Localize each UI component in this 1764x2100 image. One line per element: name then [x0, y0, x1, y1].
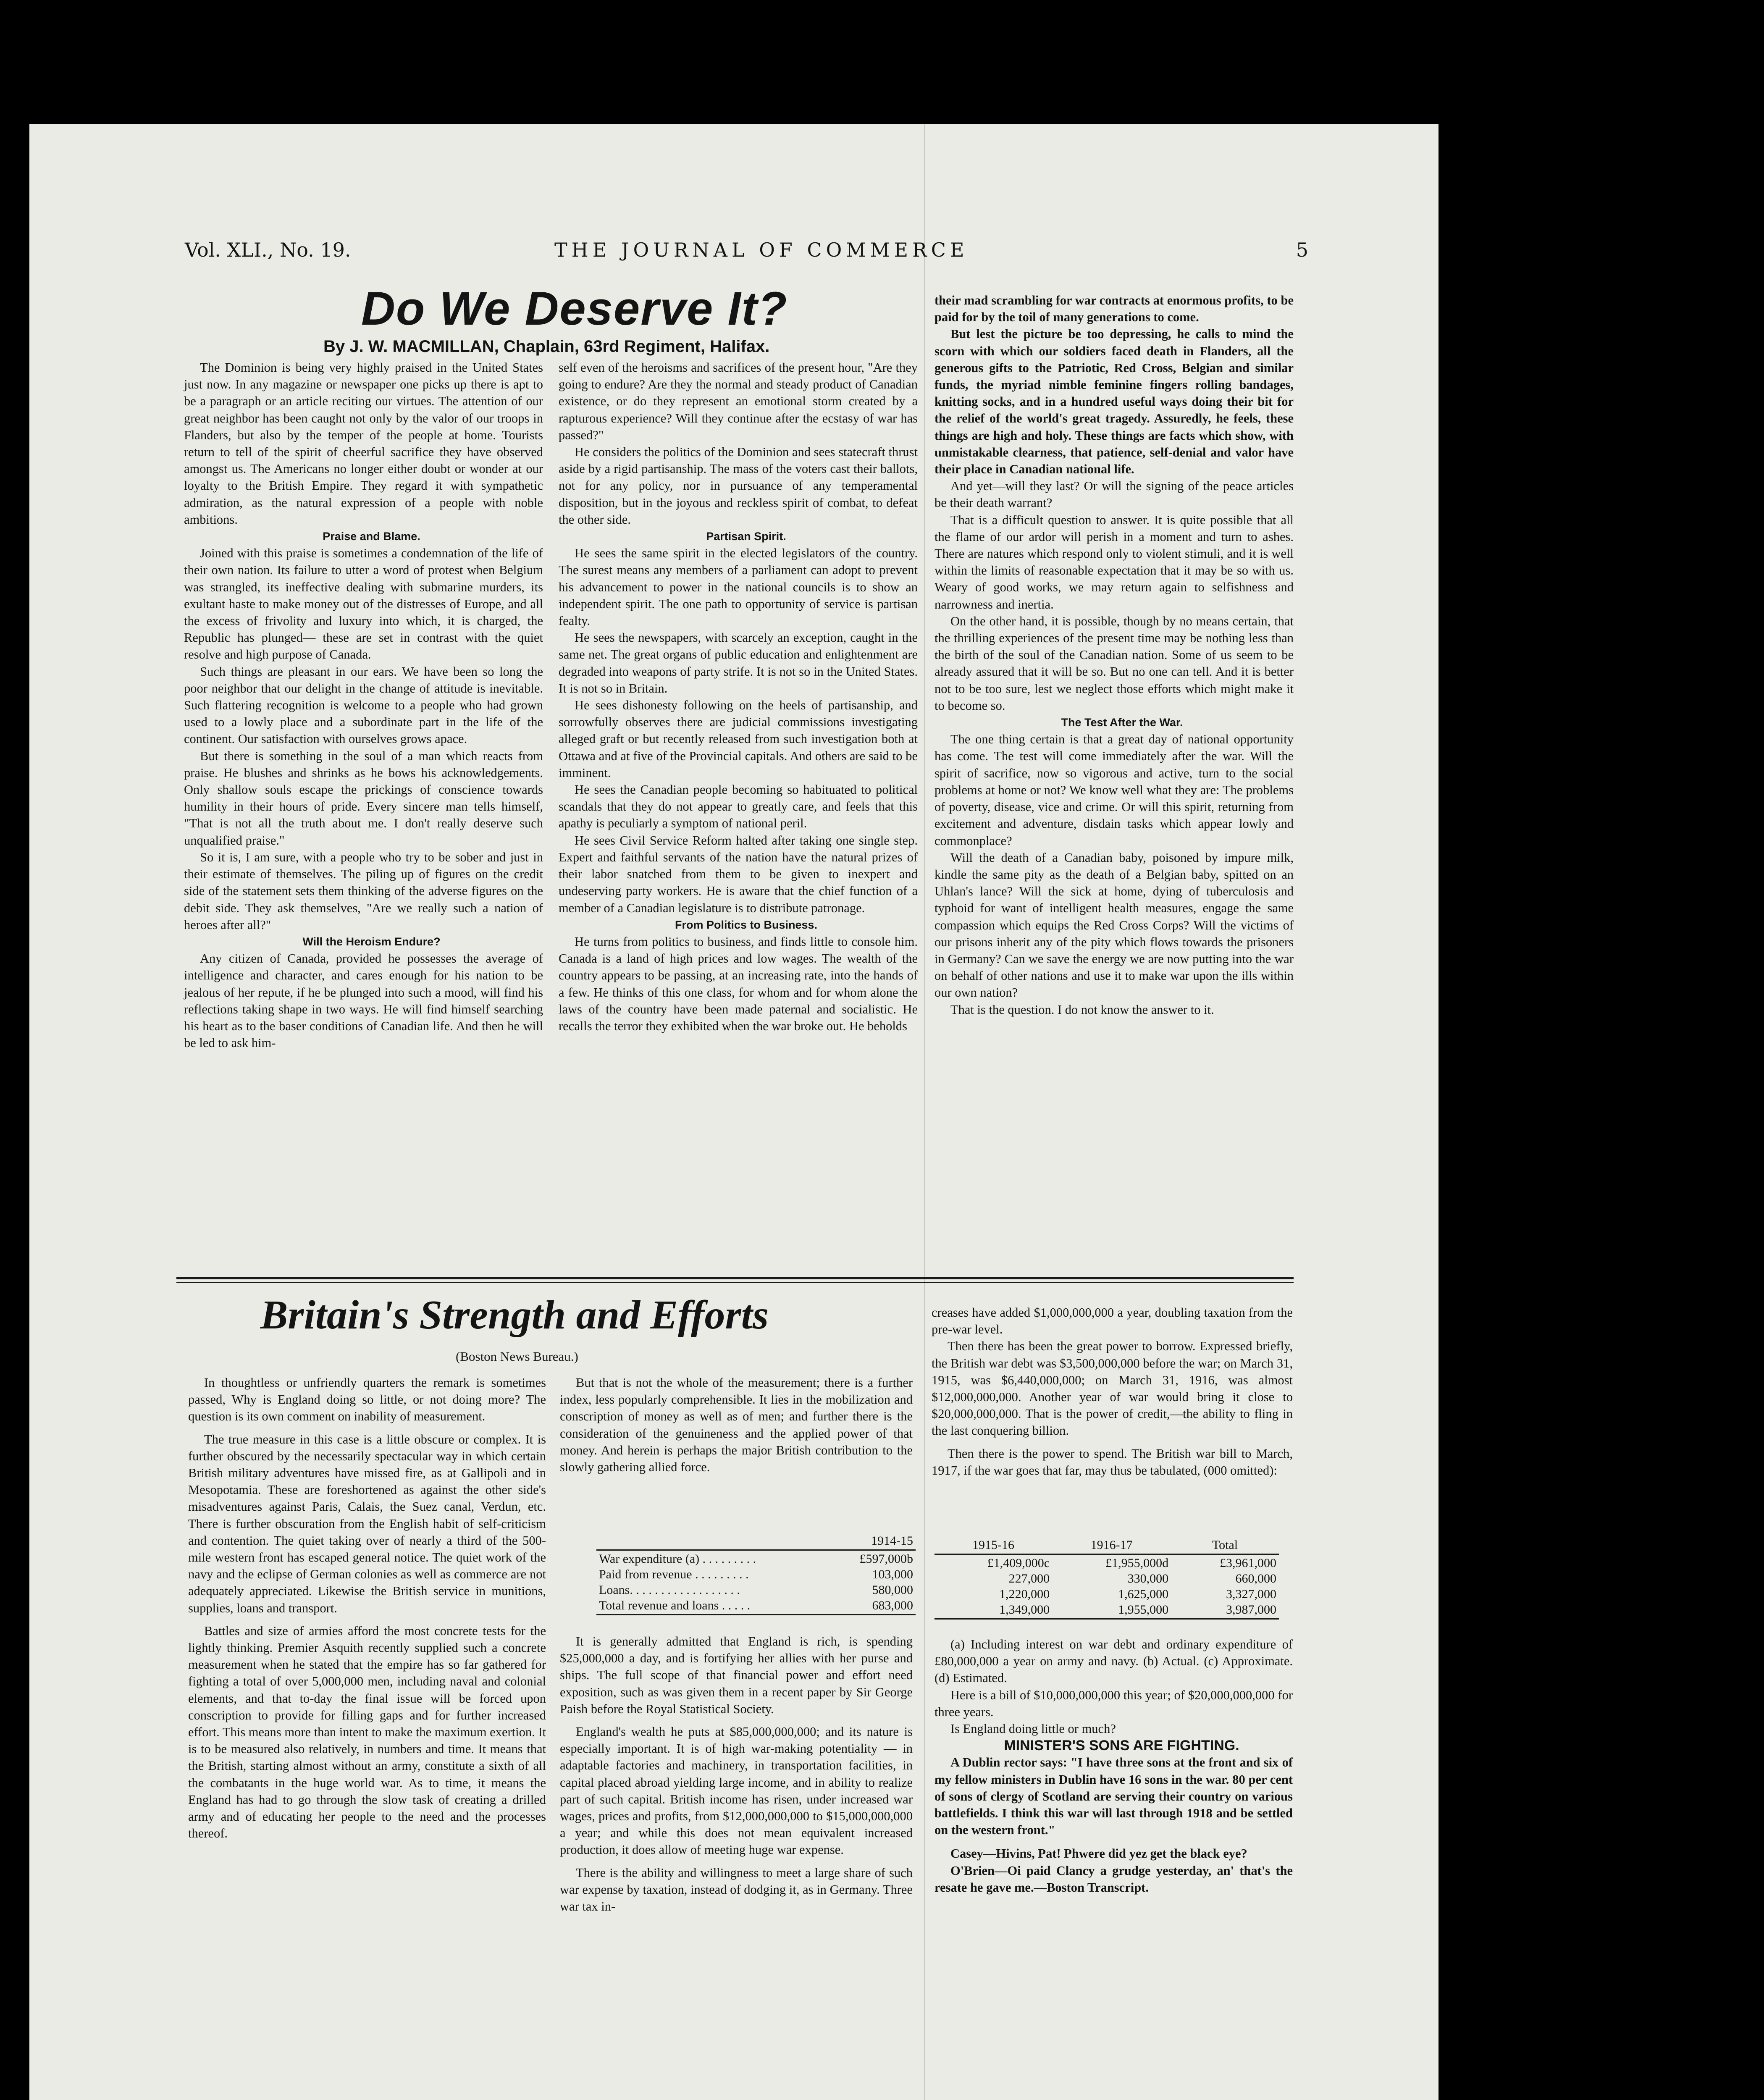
- page-header: [185, 239, 1308, 272]
- paragraph: Battles and size of armies afford the most concrete tests for the lightly thinking. Premier Asquith recently supplied such a concrete measurement when he stated that the empire has so far gathered for fighting a total of over 5,000,000 men, including naval and colonial elements, and that to-day the final issue will be forced upon conscription to provide for filling gaps and for further increased effort. This means more than intent to make the maximum exertion. It is to be measured also relatively, in numbers and time. It means that the British, starting almost without an army, constitute a sixth of all the combatants in the huge world war. As to time, it means the England has had to go through the slow task of creating a drilled army and of educating her people to the need and the processes thereof.: [188, 1623, 546, 1841]
- table-row: War expenditure (a) . . . . . . . . . £597,000b: [599, 1551, 913, 1566]
- article2-column-1: [188, 1374, 546, 1842]
- paragraph: He sees dishonesty following on the heels of partisanship, and sorrowfully observes there are judicial commissions investigating alleged graft or but recently released from such investigation both at Ottawa and at five of the Provincial capitals. And others are said to be imminent.: [559, 698, 918, 780]
- paragraph: (a) Including interest on war debt and ordinary expenditure of £80,000,000 a year on army and navy. (b) Actual. (c) Approximate. (d) Estimated.: [934, 1637, 1293, 1685]
- paragraph: their mad scrambling for war contracts at enormous profits, to be paid for by the toil of many generations to come.: [934, 293, 1294, 325]
- article1-column-2: [559, 359, 918, 1034]
- paragraph: Such things are pleasant in our ears. We have been so long the poor neighbor that our delight in the change of attitude is inevitable. Such flattering recognition is welcome to a people who had grown used to a lowly place and a subordinate part in the life of the continent. Our satisfaction with ourselves grows apace.: [184, 664, 543, 746]
- table-row: Loans. . . . . . . . . . . . . . . . . . 580,000: [599, 1583, 913, 1597]
- article2-column-2-continued: [560, 1633, 913, 1915]
- paragraph: The one thing certain is that a great day of national opportunity has come. The test will come immediately after the war. Will the spirit of sacrifice, now so vigorous and active, turn to the social problems at home or not? We know well what they are: The problems of poverty, disease, vice and crime. Or will this spirit, returning from excitement and adventure, disdain tasks which appear lowly and commonplace?: [934, 732, 1294, 848]
- article1-column-1: [184, 359, 543, 1051]
- article2-column-2: [560, 1374, 913, 1475]
- article1-column-3: [934, 292, 1294, 1018]
- subheading: From Politics to Business.: [675, 918, 818, 931]
- paragraph: In thoughtless or unfriendly quarters the remark is sometimes passed, Why is England doing so little, or not doing more? The question is its own comment on inability of measurement.: [188, 1376, 546, 1424]
- subheading: Partisan Spirit.: [706, 530, 786, 543]
- table-row: 1,349,000 1,955,000 3,987,000: [999, 1602, 1276, 1617]
- table-row: 227,000 330,000 660,000: [1008, 1571, 1276, 1586]
- paragraph: The true measure in this case is a little obscure or complex. It is further obscured by the necessarily spectacular way in which certain British military adventures have missed fire, as at Gallipoli and in Mesopotamia. These are foreshortened as against the other side's misadventures against Paris, Calais, the Suez canal, Verdun, etc. There is further obscuration from the English habit of self-criticism and contention. The quiet taking over of nearly a third of the 500-mile western front has escaped general notice. The quiet work of the navy and the eclipse of German colonies as well as commerce are not adequately appreciated. Likewise the British service in munitions, supplies, loans and transport.: [188, 1432, 546, 1615]
- paragraph: He turns from politics to business, and finds little to console him. Canada is a land of high prices and low wages. The wealth of the country appears to be passing, at an increasing rate, into the hands of a few. He thinks of this one class, for whom and for whom alone the laws of the country have been made paternal and socialistic. He recalls the terror they exhibited when the war broke out. He beholds: [559, 934, 918, 1033]
- paragraph: That is a difficult question to answer. It is quite possible that all the flame of our ardor will perish in a moment and turn to ashes. There are natures which respond only to violent stimuli, and it is well within the limits of reasonable expectation that it may be so with us. Weary of good works, we may return again to selfishness and narrowness and inertia.: [934, 512, 1294, 612]
- masthead: THE JOURNAL OF COMMERCE: [554, 239, 969, 261]
- table-header: 1916-17: [1090, 1538, 1133, 1552]
- volume-number: Vol. XLI., No. 19.: [185, 239, 351, 261]
- article-source: (Boston News Bureau.): [456, 1349, 578, 1364]
- paragraph: But that is not the whole of the measurement; there is a further index, less popularly comprehensible. It lies in the mobilization and conscription of money as well as of men; and further there is the consideration of the genuineness and the applied power of that money. And herein is perhaps the major British contribution to the slowly gathering allied force.: [560, 1376, 913, 1475]
- article-title: Britain's Strength and Efforts: [260, 1292, 769, 1338]
- paragraph: Then there has been the great power to borrow. Expressed briefly, the British war debt was $3,500,000,000 before the war; on March 31, 1915, was $6,440,000,000; on March 31, 1916, was almost $12,000,000,000. Another year of war would bring it close to $20,000,000,000. That is the power of credit,—the ability to fling in the last conquering billion.: [932, 1339, 1293, 1438]
- paragraph: Joined with this praise is sometimes a condemnation of the life of their own nation. Its failure to utter a word of protest when Belgium was strangled, its ineffective dealing with submarine murders, its exultant haste to make money out of the distresses of Europe, and all the excess of frivolity and luxury into which, it is charged, the Republic has plunged— these are set in contrast with the quiet resolve and high purpose of Canada.: [184, 546, 543, 662]
- article-title: Do We Deserve It?: [361, 282, 788, 335]
- section-divider: [176, 1277, 1294, 1279]
- section-divider-thin: [176, 1282, 1294, 1283]
- paragraph: He sees the same spirit in the elected legislators of the country. The surest means any members of a parliament can adopt to prevent his advancement to power in the national councils is to show an independent spirit. The one path to opportunity of service is partisan fealty.: [559, 546, 918, 628]
- paragraph: The Dominion is being very highly praised in the United States just now. In any magazine or newspaper one picks up there is apt to be a paragraph or an article reciting our virtues. The attention of our great neighbor has been caught not only by the valor of our troops in Flanders, but also by the temper of the people at home. Tourists return to tell of the spirit of cheerful sacrifice they have observed amongst us. The Americans no longer either doubt or wonder at our loyalty to the British Empire. They regard it with sympathetic admiration, as the natural expression of a people with noble ambitions.: [184, 360, 543, 527]
- paragraph: creases have added $1,000,000,000 a year, doubling taxation from the pre-war level.: [932, 1305, 1293, 1337]
- paragraph: self even of the heroisms and sacrifices of the present hour, "Are they going to endure? Are they the normal and steady product of Canadian existence, or do they represent an emotional storm created by a rapturous experience? Will they continue after the ecstasy of war has passed?": [559, 360, 918, 442]
- paragraph: But there is something in the soul of a man which reacts from praise. He blushes and shrinks as he bows his acknowledgements. Only shallow souls escape the prickings of conscience towards humility in their hours of pride. Every sincere man tells himself, "That is not all the truth about me. I don't really deserve such unqualified praise.": [184, 748, 543, 848]
- paragraph: He sees the newspapers, with scarcely an exception, caught in the same net. The great organs of public education and enlightenment are degraded into weapons of party strife. It is not so in the United States. It is not so in Britain.: [559, 630, 918, 696]
- table-row: 1,220,000 1,625,000 3,327,000: [999, 1587, 1276, 1601]
- article-title: MINISTER'S SONS ARE FIGHTING.: [1004, 1738, 1239, 1754]
- subheading: Will the Heroism Endure?: [302, 935, 441, 948]
- paragraph: He sees the Canadian people becoming so habituated to political scandals that they do not appear to greatly care, and feels that this apathy is peculiarly a symptom of national peril.: [559, 782, 918, 831]
- article2-column-3-continued: [934, 1636, 1293, 1896]
- war-bill-table: [934, 1537, 1279, 1620]
- table-header: Total: [1212, 1538, 1238, 1552]
- expenditure-table-1914-15: [596, 1533, 916, 1616]
- table-year-header: 1914-15: [871, 1533, 913, 1548]
- table-row: £1,409,000c £1,955,000d £3,961,000: [987, 1556, 1276, 1570]
- paragraph: And yet—will they last? Or will the signing of the peace articles be their death warrant?: [934, 479, 1294, 510]
- paragraph: He considers the politics of the Dominion and sees statecraft thrust aside by a rigid partisanship. The mass of the voters cast their ballots, not for any policy, nor in pursuance of any temperamental disposition, but in the joyous and reckless spirit of combat, to defeat the other side.: [559, 445, 918, 527]
- paragraph: A Dublin rector says: "I have three sons at the front and six of my fellow ministers in Dublin have 16 sons in the war. 80 per cent of sons of clergy of Scotland are serving their country on various battlefields. I think this war will last through 1918 and be settled on the western front.": [934, 1755, 1293, 1838]
- joke-line: Casey—Hivins, Pat! Phwere did yez get the black eye?: [950, 1846, 1247, 1861]
- paragraph: It is generally admitted that England is rich, is spending $25,000,000 a day, and is fortifying her allies with her purse and ships. The full scope of that financial power and effort need exposition, such as was given them in a recent paper by Sir George Paish before the Royal Statistical Society.: [560, 1634, 913, 1716]
- table-header: 1915-16: [972, 1538, 1015, 1552]
- subheading: The Test After the War.: [1061, 716, 1183, 729]
- paragraph: Any citizen of Canada, provided he possesses the average of intelligence and character, and cares enough for his nation to be jealous of her repute, if he be plunged into such a mood, will find his reflections taking shape in two ways. He will find himself searching his heart as to the baser conditions of Canadian life. And then he will be led to ask him-: [184, 951, 543, 1050]
- paragraph: Then there is the power to spend. The British war bill to March, 1917, if the war goes that far, may thus be tabulated, (000 omitted):: [932, 1446, 1293, 1478]
- table-row: Total revenue and loans . . . . . 683,000: [599, 1598, 913, 1612]
- paragraph: Here is a bill of $10,000,000,000 this year; of $20,000,000,000 for three years.: [934, 1688, 1293, 1719]
- paragraph: But lest the picture be too depressing, he calls to mind the scorn with which our soldiers faced death in Flanders, all the generous gifts to the Patriotic, Red Cross, Belgian and similar funds, the myriad nimble feminine fingers rolling bandages, knitting socks, and in a hundred useful ways doing their bit for the relief of the world's great tragedy. Assuredly, he feels, these things are high and holy. These things are facts which show, with unmistakable clearness, that patience, self-denial and valor have their place in Canadian national life.: [934, 327, 1294, 477]
- paragraph: That is the question. I do not know the answer to it.: [950, 1002, 1214, 1017]
- page-number: 5: [1296, 239, 1308, 261]
- article2-column-3: [932, 1304, 1293, 1479]
- article-byline: By J. W. MACMILLAN, Chaplain, 63rd Regiment, Halifax.: [323, 337, 770, 356]
- joke-line: O'Brien—Oi paid Clancy a grudge yesterday, an' that's the resate he gave me.—Boston Transcript.: [934, 1863, 1293, 1895]
- paragraph: England's wealth he puts at $85,000,000,000; and its nature is especially important. It is of high war-making potentiality — in adaptable factories and machinery, in transportation facilities, in capital placed abroad yielding large income, and in ability to realize part of such capital. British income has risen, under increased war wages, prices and profits, from $12,000,000,000 to $15,000,000,000 a year; and while this does not mean equivalent increased production, it does allow of meeting huge war expense.: [560, 1725, 913, 1857]
- paragraph: Will the death of a Canadian baby, poisoned by impure milk, kindle the same pity as the death of a Belgian baby, spitted on an Uhlan's lance? Will the sick at home, dying of tuberculosis and typhoid for want of intelligent health measures, engage the same compassion which equips the Red Cross Corps? Will the victims of our prisons inherit any of the pity which flows towards the prisoners in Germany? Can we save the energy we are now putting into the war on behalf of other nations and use it to make war upon the ills within our own nation?: [934, 850, 1294, 1000]
- table-row: Paid from revenue . . . . . . . . . 103,000: [599, 1567, 913, 1581]
- paragraph: He sees Civil Service Reform halted after taking one single step. Expert and faithful servants of the nation have the natural prizes of their labor snatched from them to be given to inexpert and undeserving party workers. He is aware that the chief function of a member of a Canadian legislature is to distribute patronage.: [559, 833, 918, 915]
- subheading: Praise and Blame.: [323, 530, 420, 543]
- paragraph: On the other hand, it is possible, though by no means certain, that the thrilling experiences of the present time may be nothing less than the birth of the soul of the Canadian nation. Some of us seem to be already assured that it will be so. But no one can tell. And it is better not to be too sure, lest we neglect those efforts which might make it to become so.: [934, 614, 1294, 713]
- paragraph: So it is, I am sure, with a people who try to be sober and just in their estimate of themselves. The piling up of figures on the credit side of the statement sets them thinking of the adverse figures on the debit side. They ask themselves, "Are we really such a nation of heroes after all?": [184, 850, 543, 932]
- paragraph: Is England doing little or much?: [950, 1722, 1116, 1736]
- paragraph: There is the ability and willingness to meet a large share of such war expense by taxation, instead of dodging it, as in Germany. Three war tax in-: [560, 1865, 913, 1914]
